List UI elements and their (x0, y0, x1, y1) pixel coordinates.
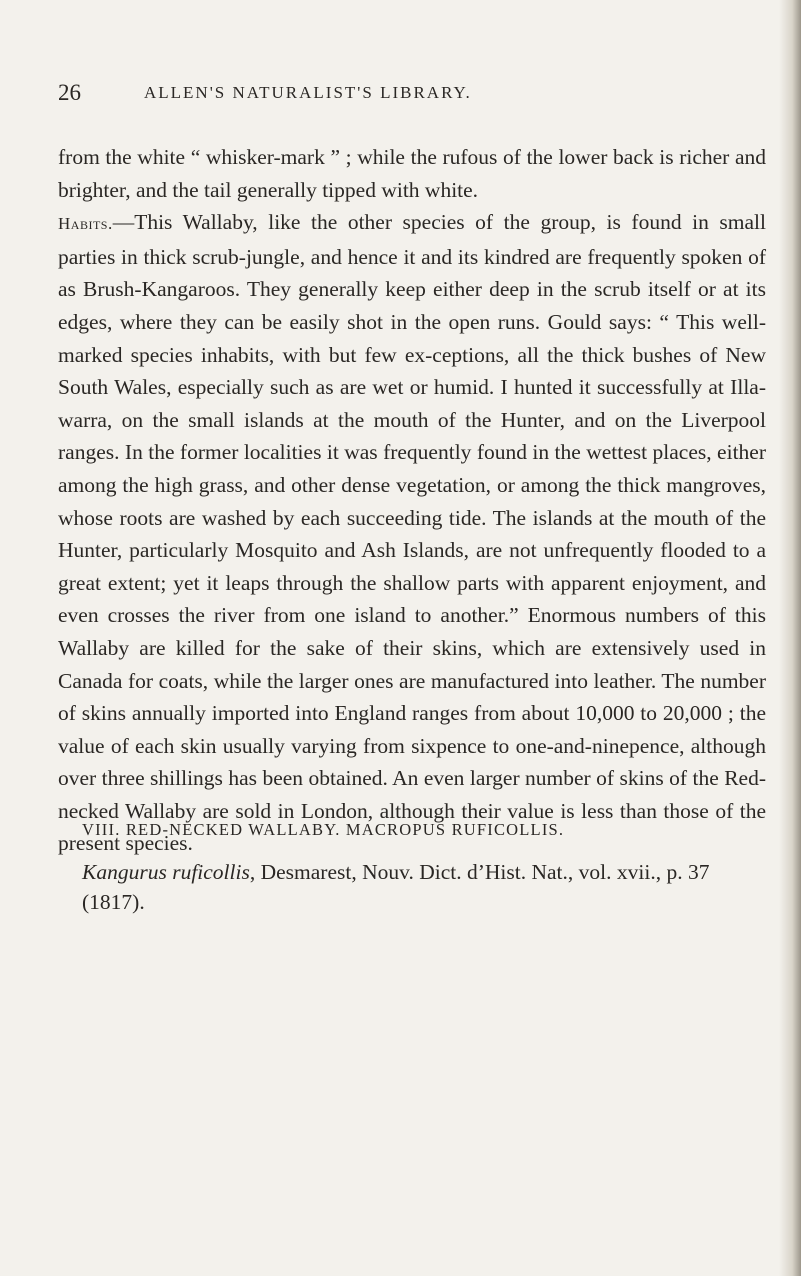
synonym-reference: , Desmarest, Nouv. Dict. d’Hist. Nat., vol. xvii., p. 37 (1817). (82, 860, 710, 914)
page-header (58, 80, 758, 110)
habits-heading: Habits. (58, 214, 113, 234)
synonym-name: Kangurus ruficollis (82, 860, 250, 884)
synonymy-entry (82, 857, 766, 917)
paragraph-habits (58, 206, 766, 860)
page-edge-shadow (779, 0, 801, 1276)
habits-text: —This Wallaby, like the other species of the group, is found in small parties in thick scrub-jungle, and hence it and its kindred are frequently spoken of as Brush-Kangaroos. They generally keep either deep in the scrub itself or at its edges, where they can be easily shot in the open runs. Gould says: “ This well-marked species inhabits, with but few ex-ceptions, all the thick bushes of New South Wales, especially such as are wet or humid. I hunted it successfully at Illa-warra, on the small islands at the mouth of the Hunter, and on the Liverpool ranges. In the former localities it was frequently found in the wettest places, either among the high grass, and other dense vegetation, or among the thick mangroves, whose roots are washed by each succeeding tide. The islands at the mouth of the Hunter, particularly Mosquito and Ash Islands, are not unfrequently flooded to a great extent; yet it leaps through the shallow parts with apparent enjoyment, and even crosses the river from one island to another.” Enormous numbers of this Wallaby are killed for the sake of their skins, which are extensively used in Canada for coats, while the larger ones are manufactured into leather. The number of skins annually imported into England ranges from about 10,000 to 20,000 ; the value of each skin usually varying from sixpence to one-and-ninepence, although over three shillings has been obtained. An even larger number of skins of the Red-necked Wallaby are sold in London, although their value is less than those of the present species. (58, 210, 766, 856)
body-text (58, 141, 766, 860)
paragraph-continuation: from the white “ whisker-mark ” ; while the rufous of the lower back is richer and brighter, and the tail generally tipped with white. (58, 145, 766, 202)
page-number: 26 (58, 80, 81, 105)
running-title: ALLEN'S NATURALIST'S LIBRARY. (144, 83, 472, 102)
section-heading: VIII. RED-NECKED WALLABY. MACROPUS RUFICOLLIS. (82, 820, 565, 839)
